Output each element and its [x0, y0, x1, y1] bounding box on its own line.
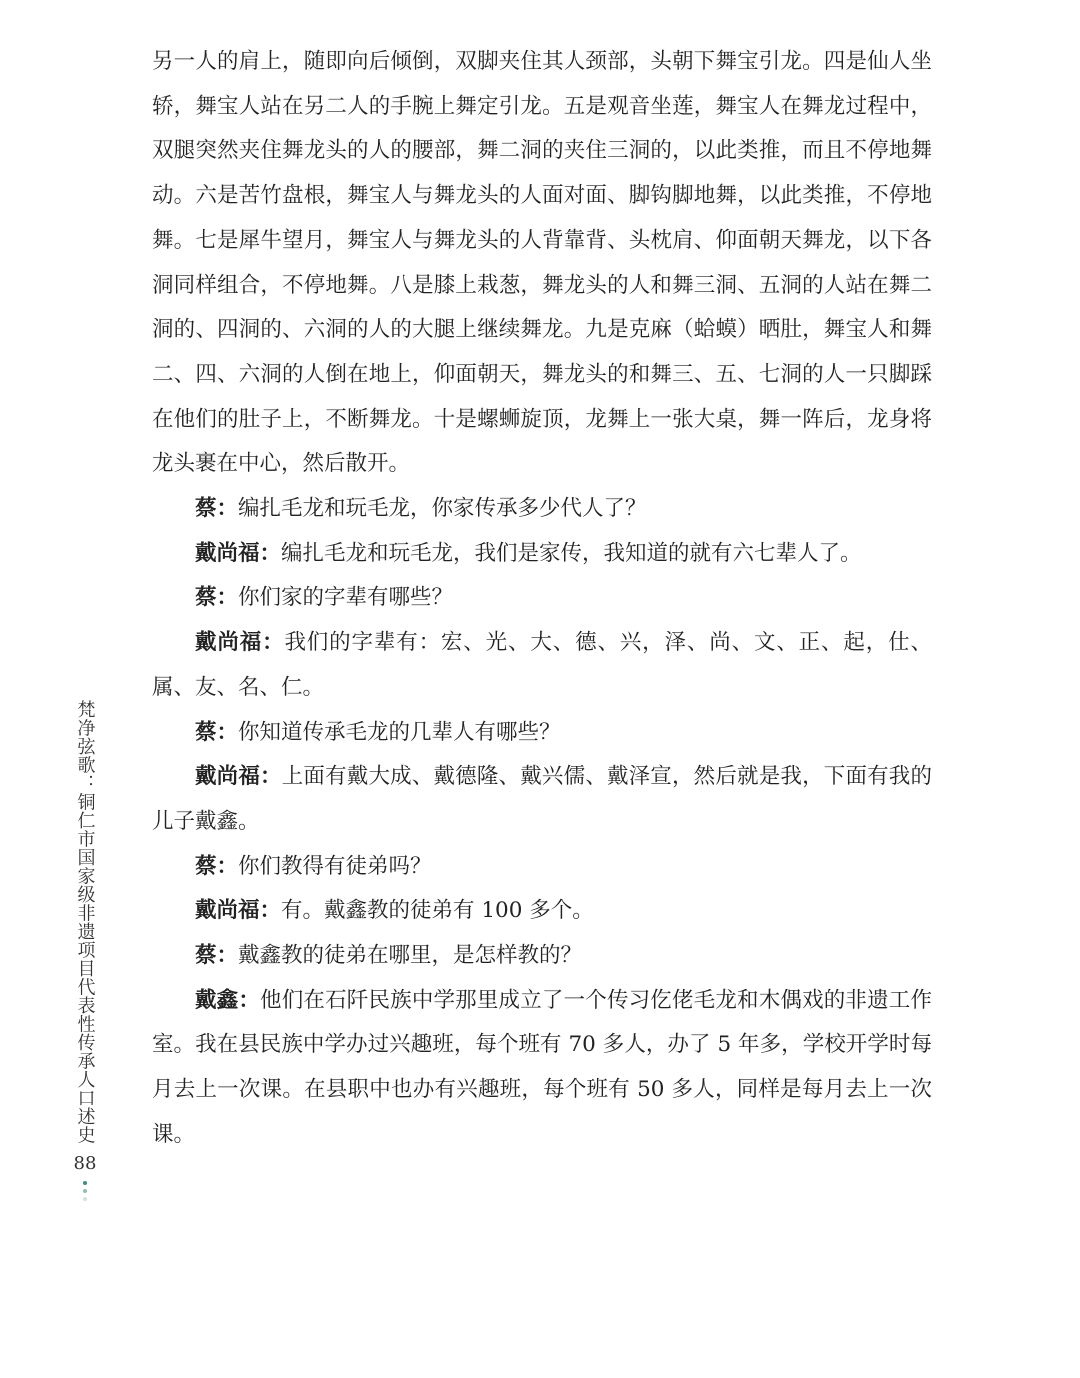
speaker-label: 戴尚福：: [195, 630, 285, 656]
book-title-vertical: 梵净弦歌：铜仁市国家级非遗项目代表性传承人口述史: [74, 700, 96, 1144]
decorative-dot-icon: [83, 1181, 87, 1185]
dialogue-text: 编扎毛龙和玩毛龙，我们是家传，我知道的就有六七辈人了。: [281, 540, 862, 566]
decorative-dot-icon: [83, 1197, 87, 1201]
dialogue-text: 编扎毛龙和玩毛龙，你家传承多少代人了？: [238, 496, 647, 522]
speaker-label: 蔡：: [195, 943, 239, 969]
dialogue-text: 你知道传承毛龙的几辈人有哪些？: [238, 719, 561, 745]
speaker-label: 戴尚福：: [195, 898, 282, 924]
dialogue-text: 我们的字辈有：宏、光、大、德、兴，泽、尚、文、正、起，仕、属、友、名、仁。: [152, 630, 932, 700]
dialogue-text: 戴鑫教的徒弟在哪里，是怎样教的？: [238, 943, 583, 969]
dialogue-text: 上面有戴大成、戴德隆、戴兴儒、戴泽宣，然后就是我，下面有我的儿子戴鑫。: [152, 764, 932, 834]
page-number: 88: [73, 1153, 97, 1174]
dialogue-line: [152, 532, 932, 577]
dialogue-text: 你们家的字辈有哪些？: [238, 585, 454, 611]
dialogue-text: 你们教得有徒弟吗？: [238, 853, 432, 879]
dialogue-line: [152, 979, 932, 1158]
dialogue-line: [152, 934, 932, 979]
decorative-dots: [68, 1181, 102, 1201]
dialogue-line: [152, 576, 932, 621]
speaker-label: 蔡：: [195, 585, 239, 611]
dialogue-line: [152, 889, 932, 934]
dialogue-line: [152, 487, 932, 532]
decorative-dot-icon: [83, 1189, 87, 1193]
running-sidebar: [68, 700, 102, 1201]
speaker-label: 戴鑫：: [195, 987, 261, 1013]
speaker-label: 蔡：: [195, 719, 239, 745]
dialogue-line: [152, 621, 932, 710]
speaker-label: 戴尚福：: [195, 540, 282, 566]
dialogue-text: 他们在石阡民族中学那里成立了一个传习仡佬毛龙和木偶戏的非遗工作室。我在县民族中学办过兴趣班，每个班有 70 多人，办了 5 年多，学校开学时每月去上一次课。在县职中也办有兴趣班，每个班有 50 多人，同样是每月去上一次课。: [152, 987, 932, 1147]
dialogue-line: [152, 845, 932, 890]
dialogue-line: [152, 755, 932, 844]
speaker-label: 蔡：: [195, 853, 239, 879]
speaker-label: 蔡：: [195, 496, 239, 522]
dialogue-text: 有。戴鑫教的徒弟有 100 多个。: [281, 898, 594, 924]
main-text: [152, 40, 932, 1158]
dialogue-line: [152, 711, 932, 756]
intro-paragraph: 另一人的肩上，随即向后倾倒，双脚夹住其人颈部，头朝下舞宝引龙。四是仙人坐轿，舞宝人站在另二人的手腕上舞定引龙。五是观音坐莲，舞宝人在舞龙过程中，双腿突然夹住舞龙头的人的腰部，舞二洞的夹住三洞的，以此类推，而且不停地舞动。六是苦竹盘根，舞宝人与舞龙头的人面对面、脚钩脚地舞，以此类推，不停地舞。七是犀牛望月，舞宝人与舞龙头的人背靠背、头枕肩、仰面朝天舞龙，以下各洞同样组合，不停地舞。八是膝上栽葱，舞龙头的人和舞三洞、五洞的人站在舞二洞的、四洞的、六洞的人的大腿上继续舞龙。九是克麻（蛤蟆）晒肚，舞宝人和舞二、四、六洞的人倒在地上，仰面朝天，舞龙头的和舞三、五、七洞的人一只脚踩在他们的肚子上，不断舞龙。十是螺蛳旋顶，龙舞上一张大桌，舞一阵后，龙身将龙头裹在中心，然后散开。: [152, 49, 932, 477]
dialogue-list: [152, 487, 932, 1158]
speaker-label: 戴尚福：: [195, 764, 282, 790]
